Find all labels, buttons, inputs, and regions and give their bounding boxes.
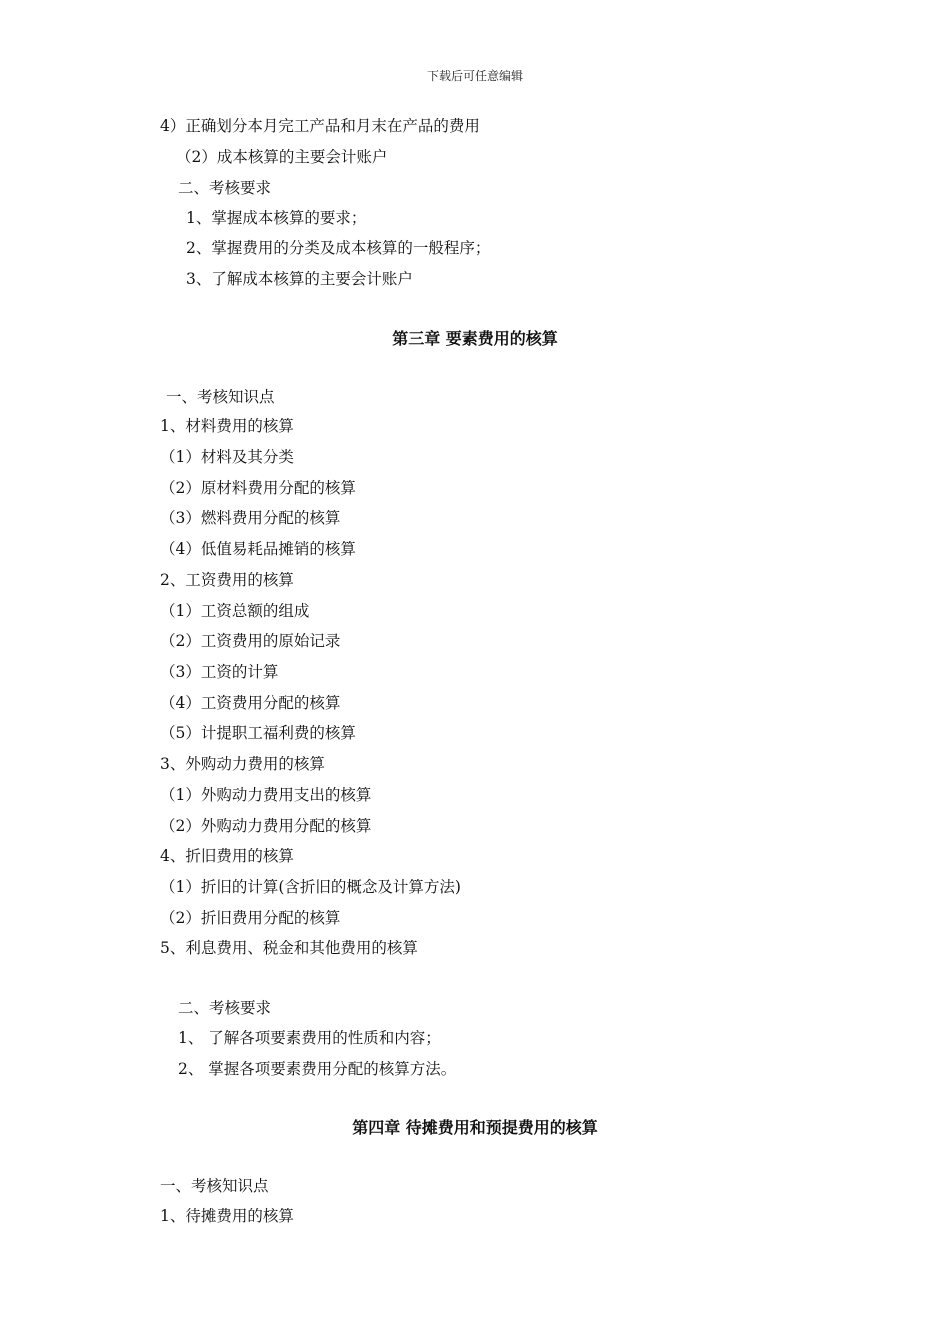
text-line: （3）燃料费用分配的核算 xyxy=(160,509,341,527)
text-line: （5）计提职工福利费的核算 xyxy=(160,724,356,742)
text-line: （2）折旧费用分配的核算 xyxy=(160,909,341,927)
text-line: 2、 掌握各项要素费用分配的核算方法。 xyxy=(178,1060,457,1078)
text-line: （2）原材料费用分配的核算 xyxy=(160,479,356,497)
text-line: （2）成本核算的主要会计账户 xyxy=(176,148,388,166)
text-line: 3、外购动力费用的核算 xyxy=(160,755,325,773)
chapter-title: 第四章 待摊费用和预提费用的核算 xyxy=(352,1118,598,1137)
text-line: （2）外购动力费用分配的核算 xyxy=(160,817,372,835)
text-line: 3、了解成本核算的主要会计账户 xyxy=(186,270,413,288)
text-line: 2、掌握费用的分类及成本核算的一般程序； xyxy=(186,239,491,257)
text-line: 1、 了解各项要素费用的性质和内容； xyxy=(178,1029,441,1047)
text-line: （4）工资费用分配的核算 xyxy=(160,694,341,712)
text-line: （1）材料及其分类 xyxy=(160,448,294,466)
section-heading: 二、考核要求 xyxy=(178,999,272,1017)
text-line: （1）外购动力费用支出的核算 xyxy=(160,786,372,804)
section-heading: 二、考核要求 xyxy=(178,179,272,197)
text-line: 5、利息费用、税金和其他费用的核算 xyxy=(160,939,418,957)
page-header-note: 下载后可任意编辑 xyxy=(426,69,523,83)
text-line: （1）工资总额的组成 xyxy=(160,602,310,620)
text-line: 1、待摊费用的核算 xyxy=(160,1207,294,1225)
text-line: （2）工资费用的原始记录 xyxy=(160,632,341,650)
section-heading: 一、考核知识点 xyxy=(166,388,275,406)
text-line: 1、掌握成本核算的要求； xyxy=(186,209,367,227)
text-line: 4）正确划分本月完工产品和月末在产品的费用 xyxy=(160,117,480,135)
text-line: （4）低值易耗品摊销的核算 xyxy=(160,540,356,558)
text-line: （3）工资的计算 xyxy=(160,663,279,681)
text-line: 4、折旧费用的核算 xyxy=(160,847,294,865)
text-line: （1）折旧的计算(含折旧的概念及计算方法) xyxy=(160,878,461,896)
section-heading: 一、考核知识点 xyxy=(160,1177,269,1195)
text-line: 2、工资费用的核算 xyxy=(160,571,294,589)
text-line: 1、材料费用的核算 xyxy=(160,417,294,435)
chapter-title: 第三章 要素费用的核算 xyxy=(392,329,558,348)
